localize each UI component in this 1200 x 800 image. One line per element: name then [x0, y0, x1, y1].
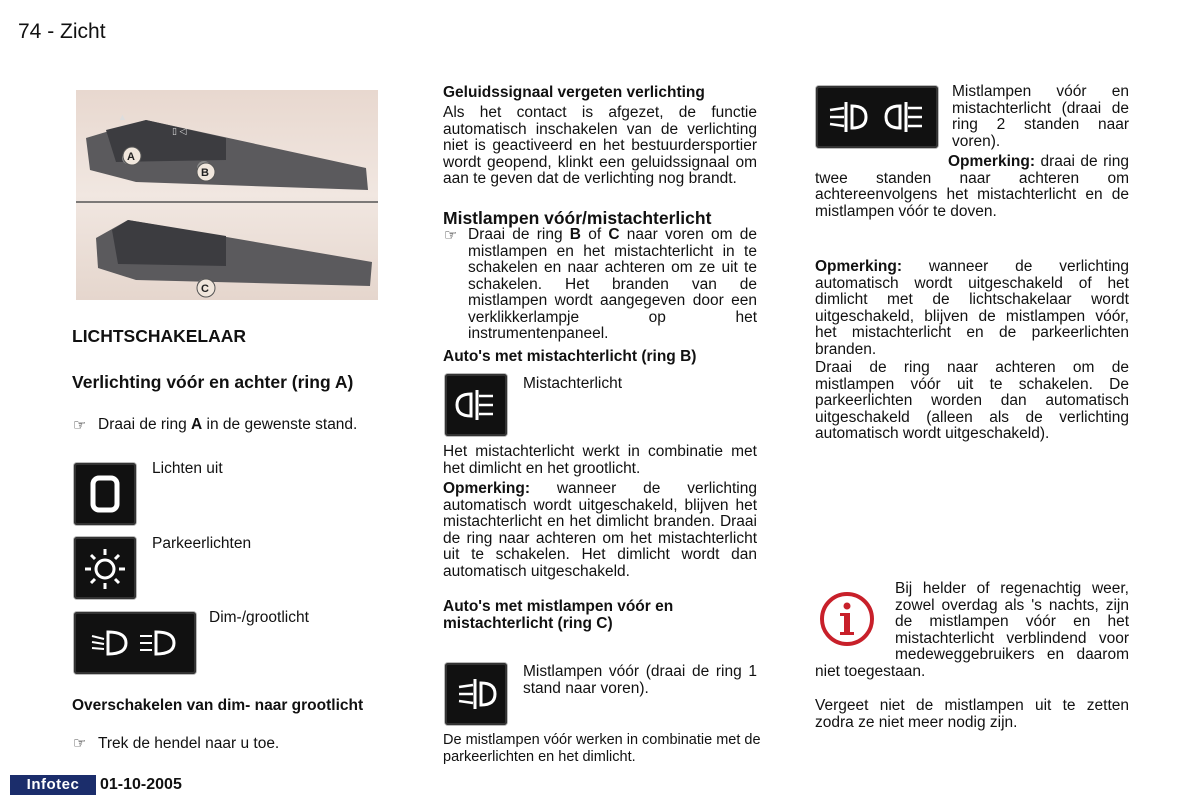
front-rear-fog-label: Mistlampen vóór en mistachterlicht (draai de ring 2 standen naar voren). [952, 83, 1129, 150]
info-warning-text: Bij helder of regenachtig weer, zowel overdag als 's nachts, zijn de mistlampen vóór en het mistachterlicht verblindend voor medeweggebruikers en daarom niet toegestaan. [815, 580, 1129, 680]
page-title: 74 - Zicht [18, 20, 106, 43]
front-fog-label: Mistlampen vóór (draai de ring 1 stand naar voren). [523, 663, 757, 697]
svg-text:▯ ◁: ▯ ◁ [172, 126, 187, 136]
paragraph-opmerking-2: Opmerking: draai de ring twee standen naar achteren om achtereenvolgens het mistachterlicht en de mistlampen vóór te doven. [815, 153, 1129, 220]
ring-b-label: B [201, 167, 209, 179]
paragraph-geluidssignaal: Als het contact is afgezet, de functie automatisch inschakelen van de verlichting niet is geactiveerd en het bestuurdersportier wordt geopend, klinkt een geluidssignaal om aan te geven dat de verlichting nog brandt. [443, 104, 757, 187]
ring-a-label: A [127, 151, 135, 163]
parking-lights-label: Parkeerlichten [152, 535, 252, 552]
sub1-bullet: Draai de ring A in de gewenste stand. [98, 416, 358, 433]
dipped-main-beam-icon [74, 612, 196, 674]
heading-ring-c: Auto's met mistlampen vóór en mistachterlicht (ring C) [443, 598, 674, 632]
heading-geluidssignaal: Geluidssignaal vergeten verlichting [443, 84, 705, 101]
dipped-main-beam-label: Dim-/grootlicht [209, 609, 309, 626]
infotec-logo: Infotec [10, 775, 96, 795]
lights-off-label: Lichten uit [152, 460, 223, 477]
hand-pointer-icon: ☞ [73, 417, 87, 434]
lights-off-icon [74, 463, 136, 525]
rear-fog-light-icon [445, 374, 507, 436]
paragraph-opmerking-1: Opmerking: wanneer de verlichting automatisch wordt uitgeschakeld, blijven het mistachterlicht en het dimlicht branden. Draai de ring naar achteren om het mistachterlicht uit te schakelen. Het dimlicht wordt dan automatisch uitgeschakeld. [443, 480, 757, 580]
sub2-title: Overschakelen van dim- naar grootlicht [72, 697, 364, 714]
mist-bullet: Draai de ring B of C naar voren om de mistlampen en het mistachterlicht in te schakelen en naar achteren om ze uit te schakelen. Het branden van de mistlampen wordt aangegeven door een verklikkerlampje op het instrumentenpaneel. [468, 226, 758, 342]
parking-lights-icon [74, 537, 136, 599]
light-switch-photo [76, 90, 378, 300]
paragraph-mistvoor: De mistlampen vóór werken in combinatie met de parkeerlichten en het dimlicht. [443, 732, 761, 765]
front-fog-light-icon [445, 663, 507, 725]
ring-c-label: C [201, 283, 209, 295]
svg-text:▲: ▲ [118, 112, 127, 122]
paragraph-opmerking-3: Opmerking: wanneer de verlichting automatisch wordt uitgeschakeld of het dimlicht met de lichtschakelaar wordt uitgeschakeld, blijven de mistlampen vóór, het mistachterlicht en de parkeerlichten branden. [815, 258, 1129, 358]
paragraph-draai: Draai de ring naar achteren om de mistlampen vóór uit te schakelen. De parkeerlichten worden dan automatisch uitgeschakeld (alleen als de verlichting automatisch wordt uitgeschakeld). [815, 359, 1129, 442]
hand-pointer-icon: ☞ [444, 227, 458, 244]
rear-fog-label: Mistachterlicht [523, 375, 623, 392]
heading-ring-b: Auto's met mistachterlicht (ring B) [443, 348, 697, 365]
sub1-title: Verlichting vóór en achter (ring A) [72, 372, 354, 392]
hand-pointer-icon: ☞ [73, 735, 87, 752]
sub2-bullet: Trek de hendel naar u toe. [98, 735, 280, 752]
heading-mistlampen: Mistlampen vóór/mistachterlicht [443, 208, 712, 228]
paragraph-mistachterlicht: Het mistachterlicht werkt in combinatie met het dimlicht en het grootlicht. [443, 443, 757, 477]
front-and-rear-fog-icon [816, 86, 938, 148]
paragraph-vergeet: Vergeet niet de mistlampen uit te zetten zodra ze niet meer nodig zijn. [815, 697, 1129, 731]
footer-date: 01-10-2005 [100, 776, 182, 793]
section-title: LICHTSCHAKELAAR [72, 326, 247, 346]
